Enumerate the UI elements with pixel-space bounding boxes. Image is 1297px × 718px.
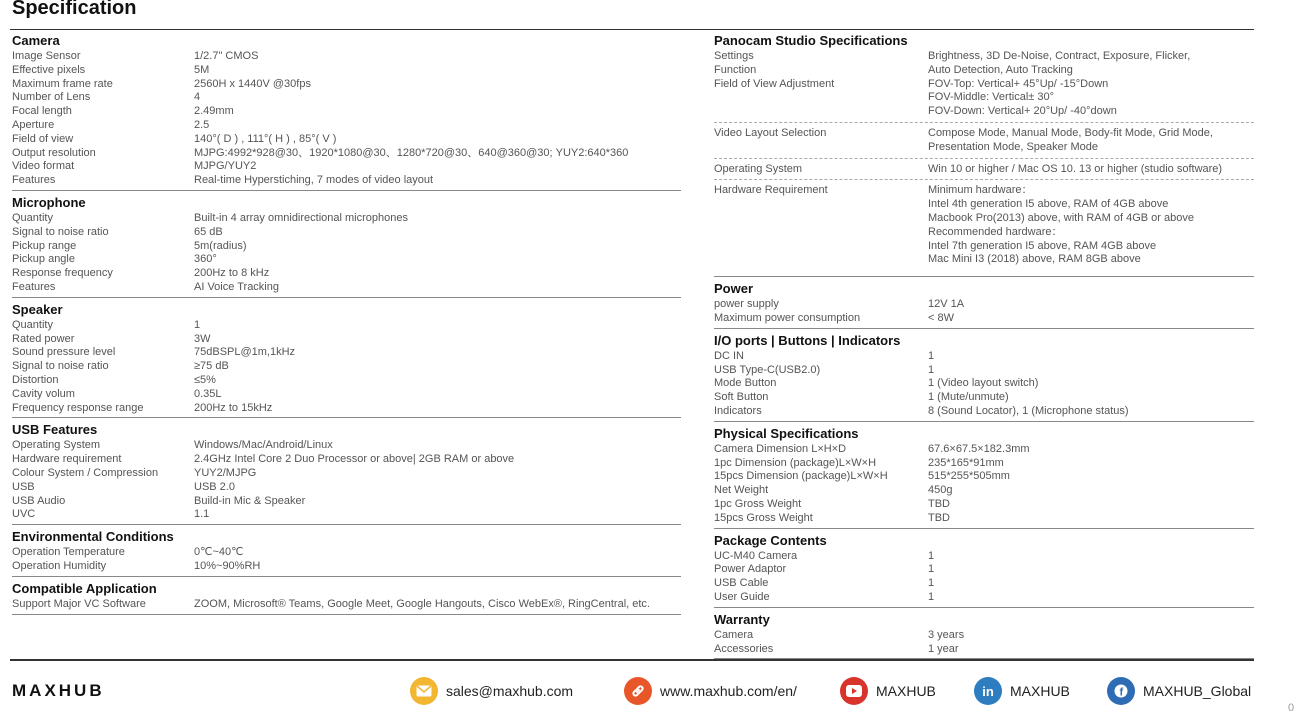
spec-row <box>714 184 1254 198</box>
spec-row <box>714 512 1254 526</box>
spec-row <box>12 402 681 416</box>
spec-row <box>12 253 681 267</box>
spec-row <box>12 374 681 388</box>
spec-label: Field of view <box>12 132 74 145</box>
website-link[interactable]: www.maxhub.com/en/ <box>660 683 797 699</box>
spec-row <box>714 127 1254 141</box>
spec-value: 2.49mm <box>194 105 234 118</box>
spec-group <box>714 629 1254 657</box>
spec-value: ≥75 dB <box>194 360 229 373</box>
spec-row <box>12 133 681 147</box>
spec-row <box>714 64 1254 78</box>
spec-row <box>12 360 681 374</box>
spec-label: Frequency response range <box>12 401 144 414</box>
spec-value: Recommended hardware： <box>928 225 1063 238</box>
spec-section <box>714 612 1254 660</box>
spec-row <box>12 481 681 495</box>
spec-row <box>714 198 1254 212</box>
spec-label: User Guide <box>714 590 770 603</box>
spec-label: USB Type-C(USB2.0) <box>714 363 821 376</box>
spec-label: Power Adaptor <box>714 563 787 576</box>
spec-value: 1 <box>194 318 201 331</box>
spec-value: 1 <box>928 363 935 376</box>
spec-label: Sound pressure level <box>12 346 116 359</box>
spec-row <box>714 253 1254 267</box>
spec-row <box>12 453 681 467</box>
linkedin-label[interactable]: MAXHUB <box>1010 683 1070 699</box>
spec-row <box>12 174 681 188</box>
spec-label: UC-M40 Camera <box>714 549 798 562</box>
spec-label: Pickup range <box>12 239 77 252</box>
spec-label <box>714 226 928 240</box>
spec-label: Effective pixels <box>12 63 86 76</box>
spec-label: Maximum power consumption <box>714 311 861 324</box>
spec-section <box>12 529 681 577</box>
spec-label: Video Layout Selection <box>714 126 827 139</box>
spec-row <box>12 333 681 347</box>
spec-label: Hardware requirement <box>12 453 122 466</box>
spec-row <box>714 50 1254 64</box>
spec-value: Presentation Mode, Speaker Mode <box>928 140 1098 153</box>
spec-label <box>714 141 928 155</box>
spec-label: Signal to noise ratio <box>12 225 109 238</box>
section-title: Physical Specifications <box>714 425 859 441</box>
linkedin-icon: in <box>974 677 1002 705</box>
spec-value: 1 (Mute/unmute) <box>928 391 1009 404</box>
spec-label: DC IN <box>714 349 744 362</box>
spec-label: Signal to noise ratio <box>12 360 109 373</box>
spec-value: USB 2.0 <box>194 480 235 493</box>
spec-value: 12V 1A <box>928 298 965 311</box>
spec-label: Soft Button <box>714 391 769 404</box>
section-title: Camera <box>12 33 60 48</box>
spec-value: 4 <box>194 91 201 104</box>
spec-value: 3 years <box>928 628 965 641</box>
spec-row <box>714 498 1254 512</box>
spec-row <box>12 105 681 119</box>
spec-value: 515*255*505mm <box>928 470 1010 483</box>
spec-row <box>714 391 1254 405</box>
spec-row <box>714 91 1254 105</box>
svg-text:f: f <box>1119 686 1124 698</box>
spec-value: TBD <box>928 497 950 510</box>
spec-label: Function <box>714 63 757 76</box>
spec-row <box>12 388 681 402</box>
spec-row <box>12 226 681 240</box>
section-title: Warranty <box>714 611 770 627</box>
spec-value: 1 <box>928 590 935 603</box>
spec-value: 1 <box>928 577 935 590</box>
spec-label: Mode Button <box>714 377 777 390</box>
spec-value: Mac Mini I3 (2018) above, RAM 8GB above <box>928 253 1141 266</box>
spec-row <box>12 64 681 78</box>
spec-label <box>714 212 928 226</box>
spec-section <box>12 195 681 298</box>
spec-value: 75dBSPL@1m,1kHz <box>194 346 296 359</box>
footer-divider <box>10 659 1254 661</box>
spec-value: FOV-Middle: Vertical± 30° <box>928 91 1054 104</box>
spec-value: 140°( D ) , 111°( H ) , 85°( V ) <box>194 132 337 145</box>
spec-label: Number of Lens <box>12 91 91 104</box>
section-title: Speaker <box>12 301 63 317</box>
spec-value: Real-time Hyperstiching, 7 modes of video layout <box>194 174 434 187</box>
spec-label <box>714 240 928 254</box>
spec-value: Auto Detection, Auto Tracking <box>928 63 1073 76</box>
spec-row <box>714 550 1254 564</box>
left-spec-column <box>12 33 681 619</box>
spec-value: Intel 7th generation I5 above, RAM 4GB above <box>928 239 1157 252</box>
spec-row <box>12 598 681 612</box>
spec-row <box>12 119 681 133</box>
spec-value: Build-in Mic & Speaker <box>194 494 306 507</box>
spec-label <box>714 105 928 119</box>
spec-label: USB Audio <box>12 494 66 507</box>
spec-value: 1 <box>928 349 935 362</box>
spec-row <box>714 105 1254 119</box>
spec-group <box>714 443 1254 526</box>
section-title: Package Contents <box>714 532 827 548</box>
spec-value: 67.6×67.5×182.3mm <box>928 442 1030 455</box>
spec-value: < 8W <box>928 311 954 324</box>
spec-section <box>714 333 1254 422</box>
spec-value: 1/2.7" CMOS <box>194 50 259 62</box>
linkedin-contact[interactable] <box>974 677 1070 705</box>
spec-label: 15pcs Dimension (package)L×W×H <box>714 470 888 483</box>
spec-label: Colour System / Compression <box>12 466 159 479</box>
spec-value: ZOOM, Microsoft® Teams, Google Meet, Google Hangouts, Cisco WebEx®, RingCentral, etc. <box>194 597 650 610</box>
spec-row <box>714 163 1254 177</box>
section-title: I/O ports | Buttons | Indicators <box>714 332 901 348</box>
spec-label: Features <box>12 174 56 187</box>
spec-row <box>12 160 681 174</box>
spec-value: 450g <box>928 484 953 497</box>
spec-group <box>714 350 1254 419</box>
spec-row <box>12 439 681 453</box>
section-title: Panocam Studio Specifications <box>714 33 908 48</box>
spec-value: 200Hz to 15kHz <box>194 401 273 414</box>
spec-row <box>12 240 681 254</box>
spec-row <box>714 470 1254 484</box>
spec-label: Pickup angle <box>12 253 75 266</box>
spec-label: USB Cable <box>714 577 769 590</box>
spec-row <box>12 78 681 92</box>
spec-value: 235*165*91mm <box>928 456 1004 469</box>
spec-label: Field of View Adjustment <box>714 77 835 90</box>
spec-value: Windows/Mac/Android/Linux <box>194 439 333 452</box>
youtube-icon <box>840 677 868 705</box>
right-spec-column <box>714 33 1254 663</box>
spec-row <box>714 405 1254 419</box>
spec-value: 3W <box>194 332 211 345</box>
spec-label: 1pc Dimension (package)L×W×H <box>714 456 877 469</box>
facebook-label[interactable]: MAXHUB_Global <box>1143 683 1252 699</box>
spec-value: 10%~90%RH <box>194 559 261 572</box>
facebook-icon <box>1107 677 1135 705</box>
spec-value: Macbook Pro(2013) above, with RAM of 4GB or above <box>928 211 1194 224</box>
spec-value: 360° <box>194 253 217 266</box>
spec-label <box>714 91 928 105</box>
spec-value: Minimum hardware： <box>928 184 1033 197</box>
section-title: Microphone <box>12 194 86 210</box>
youtube-contact[interactable] <box>840 677 936 705</box>
spec-label: Features <box>12 280 56 293</box>
spec-label: Quantity <box>12 318 53 331</box>
spec-label: Maximum frame rate <box>12 77 113 90</box>
spec-row <box>714 226 1254 240</box>
link-icon <box>624 677 652 705</box>
spec-label: Net Weight <box>714 484 769 497</box>
spec-label: Hardware Requirement <box>714 184 828 197</box>
spec-value: Intel 4th generation I5 above, RAM of 4GB above <box>928 198 1169 211</box>
facebook-contact[interactable] <box>1107 677 1251 705</box>
spec-value: 200Hz to 8 kHz <box>194 267 270 280</box>
spec-value: ≤5% <box>194 373 216 386</box>
spec-row <box>12 147 681 161</box>
spec-row <box>714 563 1254 577</box>
spec-row <box>714 629 1254 643</box>
brand-logo: MAXHUB <box>12 681 105 700</box>
spec-row <box>12 495 681 509</box>
spec-group <box>714 550 1254 605</box>
spec-row <box>714 457 1254 471</box>
spec-label: Operation Humidity <box>12 559 107 572</box>
spec-row <box>12 267 681 281</box>
spec-label: Cavity volum <box>12 387 75 400</box>
spec-value: 2560H x 1440V @30fps <box>194 77 311 90</box>
spec-value: YUY2/MJPG <box>194 466 257 479</box>
spec-value: 8 (Sound Locator), 1 (Microphone status) <box>928 404 1129 417</box>
envelope-icon <box>410 677 438 705</box>
spec-row <box>12 508 681 522</box>
spec-row <box>714 212 1254 226</box>
spec-row <box>714 298 1254 312</box>
spec-value: 5M <box>194 63 210 76</box>
spec-section <box>714 533 1254 608</box>
spec-row <box>12 91 681 105</box>
spec-row <box>714 443 1254 457</box>
section-title: Compatible Application <box>12 580 157 596</box>
spec-row <box>714 484 1254 498</box>
spec-label: Operation Temperature <box>12 546 125 559</box>
youtube-label[interactable]: MAXHUB <box>876 683 936 699</box>
spec-value: Brightness, 3D De-Noise, Contract, Exposure, Flicker, <box>928 50 1191 62</box>
spec-value: TBD <box>928 511 950 524</box>
spec-section <box>714 33 1254 277</box>
spec-value: MJPG/YUY2 <box>194 160 257 173</box>
spec-row <box>714 364 1254 378</box>
spec-row <box>714 312 1254 326</box>
spec-label: power supply <box>714 298 779 311</box>
spec-value: AI Voice Tracking <box>194 280 279 293</box>
spec-row <box>714 643 1254 657</box>
spec-row <box>714 577 1254 591</box>
spec-row <box>12 212 681 226</box>
spec-value: 1 (Video layout switch) <box>928 377 1039 390</box>
spec-value: 0.35L <box>194 387 222 400</box>
spec-row <box>714 78 1254 92</box>
spec-group <box>714 50 1254 123</box>
spec-section <box>12 33 681 191</box>
spec-section <box>714 281 1254 329</box>
spec-section <box>12 581 681 615</box>
spec-group <box>714 127 1254 159</box>
spec-row <box>714 591 1254 605</box>
spec-row <box>714 141 1254 155</box>
spec-group <box>714 163 1254 181</box>
spec-row <box>12 467 681 481</box>
spec-label: Indicators <box>714 404 762 417</box>
spec-row <box>714 377 1254 391</box>
spec-value: FOV-Down: Vertical+ 20°Up/ -40°down <box>928 105 1117 118</box>
spec-value: MJPG:4992*928@30、1920*1080@30、1280*720@30、640@360@30; YUY2:640*360 <box>194 146 629 159</box>
spec-value: 1 <box>928 563 935 576</box>
spec-label: Operating System <box>714 162 803 175</box>
spec-value: 0℃~40℃ <box>194 546 244 559</box>
spec-value: 5m(radius) <box>194 239 247 252</box>
spec-label: Focal length <box>12 105 72 118</box>
spec-value: 65 dB <box>194 225 223 238</box>
section-title: Power <box>714 281 754 297</box>
title-divider <box>10 29 1254 30</box>
spec-label: Image Sensor <box>12 50 81 62</box>
spec-value: 1 <box>928 549 935 562</box>
spec-label: Camera <box>714 628 754 641</box>
spec-value: Win 10 or higher / Mac OS 10. 13 or higher (studio software) <box>928 162 1223 175</box>
spec-label: USB <box>12 480 35 493</box>
spec-value: FOV-Top: Vertical+ 45°Up/ -15°Down <box>928 77 1109 90</box>
spec-label: Camera Dimension L×H×D <box>714 442 847 455</box>
spec-label: 15pcs Gross Weight <box>714 511 813 524</box>
section-title: Environmental Conditions <box>12 529 174 545</box>
spec-section <box>12 422 681 525</box>
spec-value: 2.4GHz Intel Core 2 Duo Processor or above| 2GB RAM or above <box>194 453 515 466</box>
spec-row <box>714 350 1254 364</box>
spec-label: Settings <box>714 50 754 62</box>
section-title: USB Features <box>12 422 98 438</box>
spec-row <box>12 346 681 360</box>
spec-label: Distortion <box>12 373 59 386</box>
spec-row <box>714 240 1254 254</box>
spec-value: Built-in 4 array omnidirectional microphones <box>194 211 408 224</box>
spec-value: 1.1 <box>194 508 210 521</box>
spec-value: Compose Mode, Manual Mode, Body-fit Mode, Grid Mode, <box>928 126 1213 139</box>
spec-row <box>12 281 681 295</box>
spec-label: Rated power <box>12 332 75 345</box>
spec-label: Aperture <box>12 118 55 131</box>
spec-group <box>714 298 1254 326</box>
spec-row <box>12 560 681 574</box>
spec-label: Operating System <box>12 439 101 452</box>
spec-row <box>12 546 681 560</box>
spec-value: 2.5 <box>194 118 210 131</box>
spec-label: Accessories <box>714 642 774 655</box>
spec-label: Response frequency <box>12 267 113 280</box>
spec-label: Support Major VC Software <box>12 597 146 610</box>
spec-value: 1 year <box>928 642 959 655</box>
spec-section <box>12 302 681 419</box>
spec-label: Output resolution <box>12 146 96 159</box>
spec-label: Quantity <box>12 211 53 224</box>
spec-label: Video format <box>12 160 75 173</box>
page-number: 0 <box>1288 702 1295 714</box>
email-link[interactable]: sales@maxhub.com <box>446 683 574 699</box>
spec-label: 1pc Gross Weight <box>714 497 802 510</box>
spec-section <box>714 426 1254 529</box>
spec-row <box>12 50 681 64</box>
page-title: Specification <box>12 0 137 19</box>
website-contact[interactable] <box>624 677 797 705</box>
email-contact[interactable] <box>410 677 573 705</box>
spec-group <box>714 184 1254 270</box>
spec-label <box>714 198 928 212</box>
spec-label <box>714 253 928 267</box>
spec-label: UVC <box>12 508 36 521</box>
spec-row <box>12 319 681 333</box>
